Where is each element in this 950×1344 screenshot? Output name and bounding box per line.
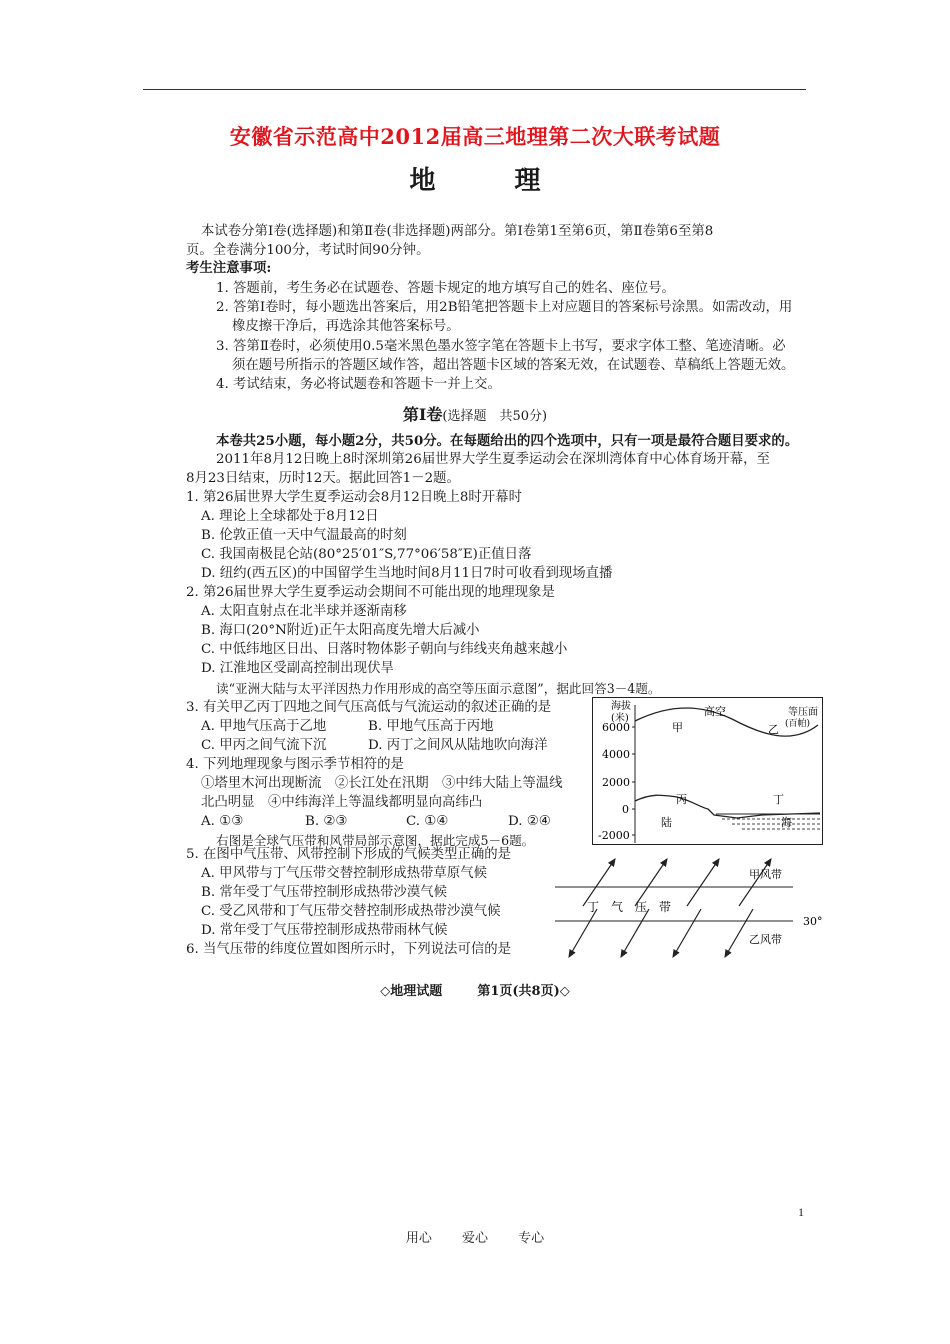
section-title: 第Ⅰ卷 [402,405,443,424]
wind-arrow-jia-3 [687,859,719,906]
wind-arrow-jia-4 [739,859,771,906]
isobar-diagram [592,697,823,845]
question-1-option-b: B. 伦敦正值一天中气温最高的时刻 [201,528,407,543]
section-subtitle: (选择题 共50分) [442,409,548,424]
question-3-option-a: A. 甲地气压高于乙地 [201,719,327,734]
y-tick-6000: 6000 [602,721,630,734]
question-2-option-d: D. 江淮地区受副高控制出现伏旱 [201,661,394,676]
question-5-option-b: B. 常年受丁气压带控制形成热带沙漠气候 [201,885,447,900]
label-land: 陆 [661,816,672,829]
question-4-option-a: A. ①③ [201,814,244,829]
label-sea: 海 [781,816,792,829]
question-3-option-d: D. 丙丁之间风从陆地吹向海洋 [368,738,548,753]
pressure-belt-diagram [553,853,828,965]
question-4-option-c: C. ①④ [406,814,449,829]
question-1-option-c: C. 我国南极昆仑站(80°25′01″S,77°06′58″E)正值日落 [201,547,532,562]
motto: 用心 爱心 专心 [405,1231,545,1246]
passage-3: 右图是全球气压带和风带局部示意图，据此完成5－6题。 [216,833,535,848]
question-2-option-c: C. 中低纬地区日出、日落时物体影子朝向与纬线夹角越来越小 [201,642,568,657]
question-1-option-a: A. 理论上全球都处于8月12日 [201,509,379,524]
header-rule [143,89,806,90]
y-tick-0: 0 [622,803,629,816]
y-tick-4000: 4000 [602,748,630,761]
question-1-option-d: D. 纽约(西五区)的中国留学生当地时间8月11日7时可收看到现场直播 [201,566,613,581]
wind-arrow-yi-1 [569,909,597,957]
wind-arrow-jia-1 [583,859,615,906]
page-number: 1 [798,1205,804,1219]
question-5: 5. 在图中气压带、风带控制下形成的气候类型正确的是 [186,847,512,862]
question-4-option-b: B. ②③ [305,814,348,829]
notice-item-2a: 2. 答第Ⅰ卷时，每小题选出答案后，用2B铅笔把答题卡上对应题目的答案标号涂黑。如需改动，用 [216,300,793,315]
question-6: 6. 当气压带的纬度位置如图所示时，下列说法可信的是 [186,942,512,957]
question-2: 2. 第26届世界大学生夏季运动会期间不可能出现的地理现象是 [186,585,555,600]
question-3-option-c: C. 甲丙之间气流下沉 [201,738,327,753]
document-title: 安徽省示范高中2012届高三地理第二次大联考试题 [229,124,721,149]
wind-arrow-yi-3 [673,909,701,957]
question-3-option-b: B. 甲地气压高于丙地 [368,719,494,734]
y-tick-neg-2000: -2000 [598,829,630,842]
question-4-statements-2: 北凸明显 ④中纬海洋上等温线都明显向高纬凸 [201,795,483,810]
label-jia: 甲 [672,721,683,734]
label-jia-wind-belt: 甲风带 [749,868,782,881]
footer-page-info: 第1页(共8页)◇ [477,984,570,999]
notice-title: 考生注意事项: [186,260,272,276]
notice-item-1: 1. 答题前，考生务必在试题卷、答题卡规定的地方填写自己的姓名、座位号。 [216,281,675,296]
question-4-option-d: D. ②④ [508,814,551,829]
question-4: 4. 下列地理现象与图示季节相符的是 [186,757,404,772]
question-1: 1. 第26届世界大学生夏季运动会8月12日晚上8时开幕时 [186,490,522,505]
label-yi-wind-belt: 乙风带 [749,933,782,946]
label-isobaric-surface: 等压面 [788,707,818,718]
y-axis-label-2: (米) [611,713,629,724]
passage-1-line-1: 2011年8月12日晚上8时深圳第26届世界大学生夏季运动会在深圳湾体育中心体育场开幕，至 [216,452,770,467]
footer-exam-name: ◇地理试题 [380,984,443,999]
notice-item-3b: 须在题号所指示的答题区域作答，超出答题卡区域的答案无效，在试题卷、草稿纸上答题无效。 [232,358,795,373]
question-2-option-a: A. 太阳直射点在北半球并逐渐南移 [201,604,407,619]
section-instruction: 本卷共25小题，每小题2分，共50分。在每题给出的四个选项中，只有一项是最符合题目要求的。 [216,433,799,449]
passage-2: 读“亚洲大陆与太平洋因热力作用形成的高空等压面示意图”，据此回答3－4题。 [216,681,661,696]
notice-item-4: 4. 考试结束，务必将试题卷和答题卡一并上交。 [216,377,501,392]
label-ding: 丁 [773,793,784,806]
intro-line-1: 本试卷分第Ⅰ卷(选择题)和第Ⅱ卷(非选择题)两部分。第Ⅰ卷第1至第6页，第Ⅱ卷第6至第8 [201,224,714,239]
question-5-option-c: C. 受乙风带和丁气压带交替控制形成热带沙漠气候 [201,904,501,919]
section-heading [0,402,950,425]
page-footer [0,980,950,999]
question-2-option-b: B. 海口(20°N附近)正午太阳高度先增大后减小 [201,623,480,638]
y-tick-2000: 2000 [602,776,630,789]
wind-arrow-jia-2 [635,859,667,906]
label-bing: 丙 [676,793,687,806]
label-isobaric-unit: (百帕) [785,719,811,729]
label-high-altitude: 高空 [704,705,726,718]
y-axis-label-1: 海拔 [611,701,631,712]
notice-item-2b: 橡皮擦干净后，再选涂其他答案标号。 [232,319,460,334]
question-3: 3. 有关甲乙丙丁四地之间气压高低与气流运动的叙述正确的是 [186,700,552,715]
notice-item-3a: 3. 答第Ⅱ卷时，必须使用0.5毫米黑色墨水签字笔在答题卡上书写，要求字体工整、笔迹清晰。必 [216,339,786,354]
intro-line-2: 页。全卷满分100分，考试时间90分钟。 [186,243,430,258]
label-ding-pressure-belt: 丁 气 压 带 [587,900,672,914]
question-4-statements-1: ①塔里木河出现断流 ②长江处在汛期 ③中纬大陆上等温线 [201,776,563,791]
subject-title: 地 理 [409,166,541,196]
label-30-degrees: 30° [803,915,823,928]
question-5-option-a: A. 甲风带与丁气压带交替控制形成热带草原气候 [201,866,487,881]
passage-1-line-2: 8月23日结束，历时12天。据此回答1－2题。 [186,471,460,486]
question-5-option-d: D. 常年受丁气压带控制形成热带雨林气候 [201,923,448,938]
label-yi: 乙 [768,723,779,736]
wind-arrow-yi-2 [621,909,649,957]
